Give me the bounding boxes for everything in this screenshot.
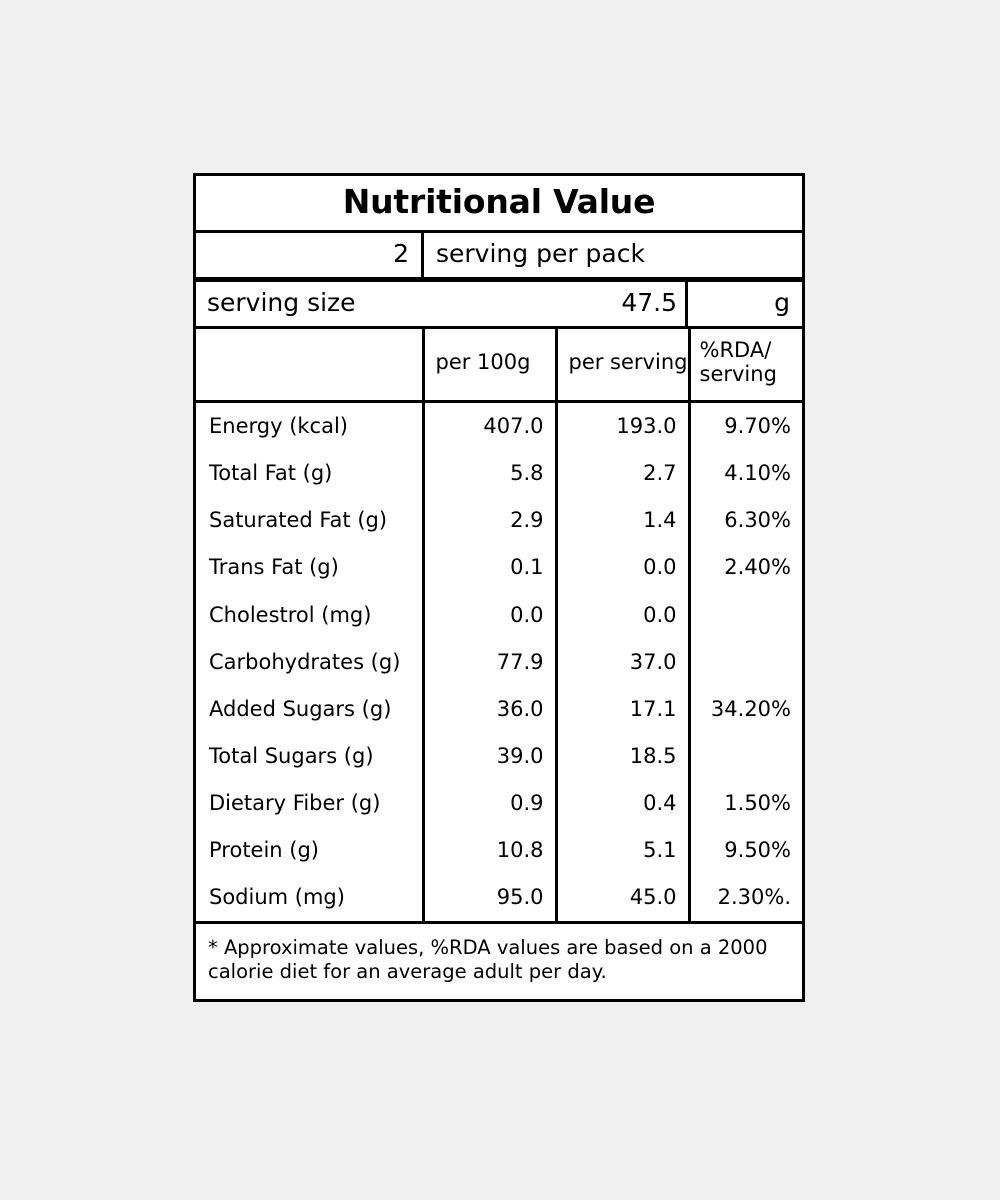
cell-per-serving: 37.0	[556, 639, 689, 686]
serving-size-unit: g	[685, 282, 802, 326]
cell-per-100g: 0.1	[423, 544, 556, 591]
cell-nutrient-name: Energy (kcal)	[196, 402, 423, 451]
table-row	[196, 544, 802, 591]
nutrition-facts-panel	[193, 173, 805, 1002]
cell-rda: 2.30%.	[689, 874, 802, 923]
cell-per-serving: 2.7	[556, 450, 689, 497]
page-title: Nutritional Value	[342, 182, 656, 221]
cell-rda	[689, 592, 802, 639]
table-header-row	[196, 329, 802, 402]
cell-nutrient-name: Dietary Fiber (g)	[196, 780, 423, 827]
cell-nutrient-name: Cholestrol (mg)	[196, 592, 423, 639]
cell-per-serving: 0.4	[556, 780, 689, 827]
table-row	[196, 686, 802, 733]
cell-nutrient-name: Total Sugars (g)	[196, 733, 423, 780]
column-header-per-serving: per serving	[556, 329, 689, 402]
cell-per-serving: 5.1	[556, 827, 689, 874]
cell-per-100g: 36.0	[423, 686, 556, 733]
table-row	[196, 402, 802, 451]
table-row	[196, 639, 802, 686]
nutrition-table-header	[196, 329, 802, 402]
cell-rda: 4.10%	[724, 461, 791, 486]
cell-nutrient-name: Sodium (mg)	[196, 874, 423, 923]
nutrition-table-body	[196, 402, 802, 923]
cell-per-100g: 10.8	[423, 827, 556, 874]
table-row	[196, 827, 802, 874]
cell-rda: 34.20%	[710, 696, 791, 721]
cell-rda: 9.70%	[724, 414, 791, 439]
cell-rda: 2.40%	[724, 555, 791, 580]
table-row	[196, 733, 802, 780]
cell-nutrient-name: Carbohydrates (g)	[196, 639, 423, 686]
servings-per-pack-label: serving per pack	[436, 239, 645, 269]
cell-per-serving: 18.5	[556, 733, 689, 780]
cell-per-serving: 1.4	[556, 497, 689, 544]
servings-per-pack-row	[196, 233, 802, 282]
table-row	[196, 497, 802, 544]
cell-rda	[689, 639, 802, 686]
cell-per-100g: 5.8	[423, 450, 556, 497]
cell-per-serving: 0.0	[556, 544, 689, 591]
column-header-rda-per-serving: %RDA/ serving	[689, 329, 802, 402]
cell-nutrient-name: Total Fat (g)	[196, 450, 423, 497]
cell-rda: 6.30%	[724, 508, 791, 533]
servings-per-pack-count: 2	[196, 233, 424, 277]
cell-per-100g: 77.9	[423, 639, 556, 686]
cell-per-serving: 45.0	[556, 874, 689, 923]
serving-size-label: serving size	[207, 288, 356, 318]
panel-title-row	[196, 176, 802, 233]
cell-nutrient-name: Trans Fat (g)	[196, 544, 423, 591]
cell-nutrient-name: Protein (g)	[196, 827, 423, 874]
cell-rda: 1.50%	[724, 790, 791, 815]
cell-per-100g: 0.0	[423, 592, 556, 639]
cell-rda	[689, 733, 802, 780]
cell-per-100g: 2.9	[423, 497, 556, 544]
column-header-per-100g: per 100g	[423, 329, 556, 402]
cell-per-serving: 0.0	[556, 592, 689, 639]
cell-rda: 9.50%	[724, 837, 791, 862]
table-row	[196, 874, 802, 923]
nutrition-table	[196, 329, 802, 924]
cell-nutrient-name: Added Sugars (g)	[196, 686, 423, 733]
serving-size-value: 47.5	[621, 288, 677, 318]
table-row	[196, 592, 802, 639]
cell-per-serving: 17.1	[556, 686, 689, 733]
serving-size-row	[196, 282, 802, 329]
column-header-nutrient	[196, 329, 423, 402]
table-row	[196, 450, 802, 497]
cell-nutrient-name: Saturated Fat (g)	[196, 497, 423, 544]
cell-per-100g: 39.0	[423, 733, 556, 780]
footnote: * Approximate values, %RDA values are based on a 2000 calorie diet for an average adult per day.	[208, 935, 768, 984]
table-row	[196, 780, 802, 827]
cell-per-100g: 407.0	[423, 402, 556, 451]
cell-per-100g: 95.0	[423, 874, 556, 923]
cell-per-serving: 193.0	[556, 402, 689, 451]
cell-per-100g: 0.9	[423, 780, 556, 827]
